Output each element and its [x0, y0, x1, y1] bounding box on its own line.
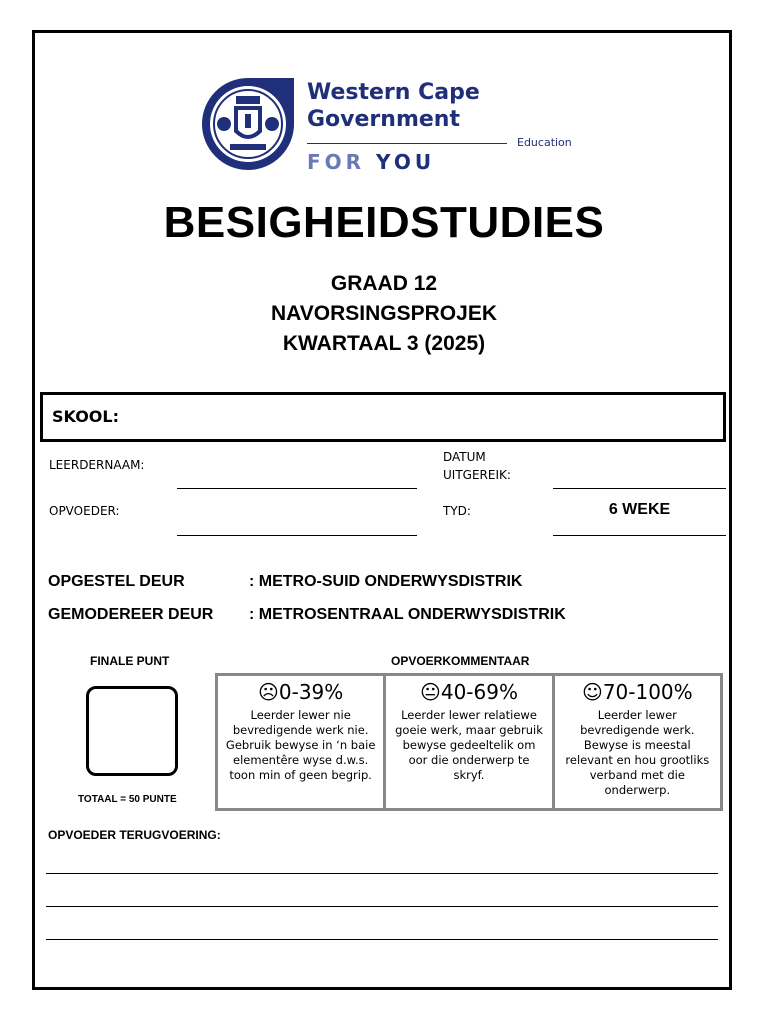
- brand-tagline: [307, 150, 435, 174]
- document-title: BESIGHEIDSTUDIES: [163, 198, 605, 247]
- feedback-line-2[interactable]: [46, 906, 718, 907]
- teacher-label: OPVOEDER:: [49, 504, 120, 518]
- term-heading: KWARTAAL 3 (2025): [282, 332, 486, 355]
- total-marks-label: TOTAAL = 50 PUNTE: [78, 794, 177, 805]
- brand-for: FOR: [307, 150, 366, 174]
- feedback-line-3[interactable]: [46, 939, 718, 940]
- brand-you: YOU: [376, 150, 436, 174]
- final-mark-box[interactable]: [86, 686, 178, 776]
- set-by-value: : METRO-SUID ONDERWYSDISTRIK: [249, 573, 523, 590]
- school-label: SKOOL:: [52, 407, 119, 426]
- band-mid: [383, 676, 551, 808]
- school-field[interactable]: [40, 392, 726, 442]
- time-value: 6 WEKE: [608, 501, 671, 518]
- learner-name-field[interactable]: [177, 488, 417, 489]
- comments-label: OPVOERKOMMENTAAR: [391, 654, 530, 668]
- teacher-feedback-label: OPVOEDER TERUGVOERING:: [48, 828, 221, 842]
- feedback-line-1[interactable]: [46, 873, 718, 874]
- brand-name-line2: Government: [307, 107, 460, 132]
- brand-divider: [307, 143, 507, 144]
- brand-name-line1: Western Cape: [307, 80, 480, 105]
- band-low: [218, 676, 383, 808]
- brand-department: Education: [517, 136, 572, 149]
- final-mark-label: FINALE PUNT: [90, 654, 170, 668]
- time-label: TYD:: [443, 504, 471, 518]
- date-issued-label: [443, 448, 511, 484]
- band-mid-range: 😐40-69%: [420, 680, 518, 704]
- band-low-text: Leerder lewer nie bevredigende werk nie. Gebruik bewyse in ‘n baie elementêre wyse d.w.s. toon min of geen begrip.: [225, 708, 376, 782]
- date-issued-label-line2: UITGEREIK:: [443, 468, 511, 482]
- band-high-range: ☺70-100%: [581, 680, 693, 704]
- moderated-by-value: : METROSENTRAAL ONDERWYSDISTRIK: [249, 606, 566, 623]
- set-by-label: OPGESTEL DEUR: [48, 573, 185, 590]
- teacher-field[interactable]: [177, 535, 417, 536]
- time-field-line: [553, 535, 726, 536]
- learner-name-label: LEERDERNAAM:: [49, 458, 145, 472]
- band-mid-text: Leerder lewer relatiewe goeie werk, maar gebruik bewyse gedeeltelik om oor die onderwerp te skryf.: [395, 708, 543, 782]
- moderated-by-label: GEMODEREER DEUR: [48, 606, 214, 623]
- grade-heading: GRAAD 12: [330, 272, 438, 295]
- band-high: [552, 676, 720, 808]
- band-high-text: Leerder lewer bevredigende werk. Bewyse is meestal relevant en hou grootliks verband met die onderwerp.: [565, 708, 710, 797]
- project-heading: NAVORSINGSPROJEK: [271, 302, 497, 325]
- date-issued-label-line1: DATUM: [443, 450, 486, 464]
- date-issued-field[interactable]: [553, 488, 726, 489]
- band-low-range: ☹0-39%: [258, 680, 344, 704]
- comments-table: [215, 673, 723, 811]
